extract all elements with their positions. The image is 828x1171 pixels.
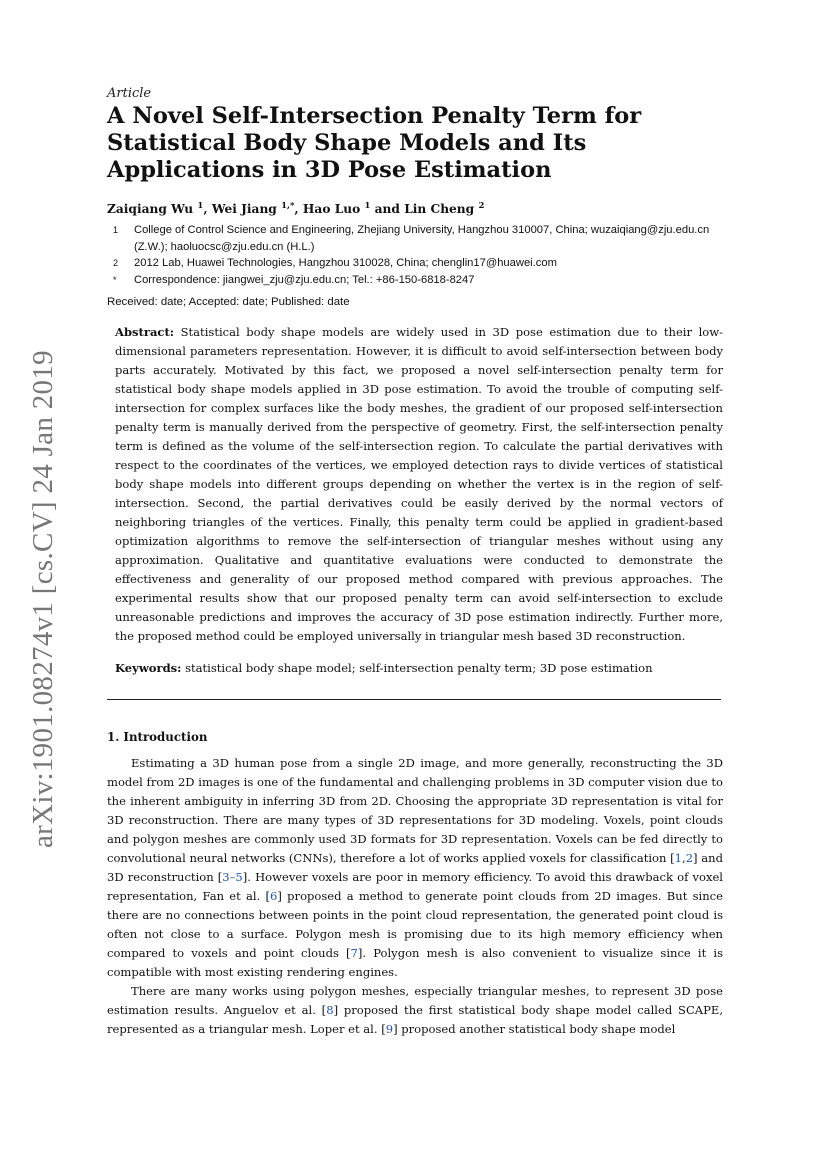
section-divider — [107, 699, 721, 700]
intro-paragraph-1: Estimating a 3D human pose from a single 2D image, and more generally, reconstructing the 3D model from 2D images is one of the fundamental and challenging problems in 3D computer vision due to the inherent ambiguity in inferring 3D from 2D. Choosing the appropriate 3D representation is vital for 3D reconstruction. There are many types of 3D representations for 3D modeling. Voxels, point clouds and polygon meshes are commonly used 3D formats for 3D representation. Voxels can be fed directly to convolutional neural networks (CNNs), therefore a lot of works applied voxels for classification [1,2] and 3D reconstruction [3–5]. However voxels are poor in memory efficiency. To avoid this drawback of voxel representation, Fan et al. [6] proposed a method to generate point clouds from 2D images. But since there are no connections between points in the point cloud representation, the generated point cloud is often not close to a surface. Polygon mesh is promising due to its high memory efficiency when compared to voxels and point clouds [7]. Polygon mesh is also convenient to visualize since it is compatible with most existing rendering engines. — [107, 756, 724, 980]
affiliation-text: Correspondence: jiangwei_zju@zju.edu.cn; Tel.: +86-150-6818-8247 — [134, 273, 475, 286]
intro-paragraph-2: There are many works using polygon meshes, especially triangular meshes, to represent 3D pose estimation results. Anguelov et al. [8] proposed the first statistical body shape model called SCAPE, represented as a triangular mesh. Loper et al. [9] proposed another statistical body shape model — [107, 984, 723, 1037]
keywords — [115, 661, 723, 675]
affiliation-mark: 1 — [113, 225, 119, 236]
affiliation-row — [107, 255, 723, 272]
citation-link[interactable]: 9 — [385, 1022, 394, 1037]
affiliation-row — [107, 222, 723, 255]
author-name: Wei Jiang — [211, 202, 282, 217]
author-name: Lin Cheng — [404, 202, 479, 217]
citation-link[interactable]: 8 — [326, 1003, 334, 1018]
abstract-label: Abstract: — [115, 325, 175, 340]
paper-title: A Novel Self-Intersection Penalty Term for Statistical Body Shape Models and Its Applications in 3D Pose Estimation — [107, 103, 642, 183]
author-affiliation-mark: 1,* — [281, 201, 295, 211]
author-name: Zaiqiang Wu — [107, 202, 198, 217]
citation-link[interactable]: 2 — [685, 851, 694, 866]
citation-link[interactable]: 1 — [674, 851, 683, 866]
affiliation-mark: 2 — [113, 258, 119, 269]
section-heading: 1. Introduction — [107, 730, 208, 745]
author-affiliation-mark: 1 — [364, 201, 371, 211]
author-affiliation-mark: 1 — [197, 201, 204, 211]
article-label: Article — [107, 86, 152, 101]
citation-link[interactable]: 3–5 — [222, 870, 243, 885]
received-dates: Received: date; Accepted: date; Published: date — [107, 296, 350, 309]
affiliation-row — [107, 272, 723, 289]
author-affiliation-mark: 2 — [478, 201, 485, 211]
affiliation-mark: * — [113, 274, 117, 285]
citation-link[interactable]: 7 — [350, 946, 358, 961]
abstract — [115, 323, 723, 646]
author-name: Hao Luo — [302, 202, 365, 217]
paper-page — [107, 86, 723, 1039]
keywords-text: statistical body shape model; self-intersection penalty term; 3D pose estimation — [185, 661, 653, 676]
affiliations — [107, 222, 723, 288]
author-list: Zaiqiang Wu $^1$, Wei Jiang $^{1,*}$, Hao Luo $^1$ and Lin Cheng $^2$ — [107, 201, 485, 217]
abstract-text: Statistical body shape models are widely used in 3D pose estimation due to their low-dimensional parameters representation. However, it is difficult to avoid self-intersection between body parts accurately. Motivated by this fact, we proposed a novel self-intersection penalty term for statistical body shape models applied in 3D pose estimation. To avoid the trouble of computing self-intersection for complex surfaces like the body meshes, the gradient of our proposed self-intersection penalty term is manually derived from the perspective of geometry. First, the self-intersection penalty term is defined as the volume of the self-intersection region. To calculate the partial derivatives with respect to the coordinates of the vertices, we employed detection rays to divide vertices of statistical body shape models into different groups depending on whether the vertex is in the region of self-intersection. Second, the partial derivatives could be easily derived by the normal vectors of neighboring triangles of the vertices. Finally, this penalty term could be applied in gradient-based optimization algorithms to remove the self-intersection of triangular meshes without using any approximation. Qualitative and quantitative evaluations were conducted to demonstrate the effectiveness and generality of our proposed method compared with previous approaches. The experimental results show that our proposed penalty term can avoid self-intersection to exclude unreasonable predictions and improves the accuracy of 3D pose estimation indirectly. Further more, the proposed method could be employed universally in triangular mesh based 3D reconstruction. — [115, 325, 723, 644]
affiliation-text: College of Control Science and Engineering, Zhejiang University, Hangzhou 310007, China; wuzaiqiang@zju.edu.cn (Z.W.); haoluocsc@zju.edu.cn (H.L.) — [134, 224, 710, 253]
arxiv-watermark: arXiv:1901.08274v1 [cs.CV] 24 Jan 2019 — [27, 350, 59, 848]
keywords-label: Keywords: — [115, 661, 182, 676]
affiliation-text: 2012 Lab, Huawei Technologies, Hangzhou 310028, China; chenglin17@huawei.com — [134, 257, 557, 270]
citation-link[interactable]: 6 — [270, 889, 278, 904]
